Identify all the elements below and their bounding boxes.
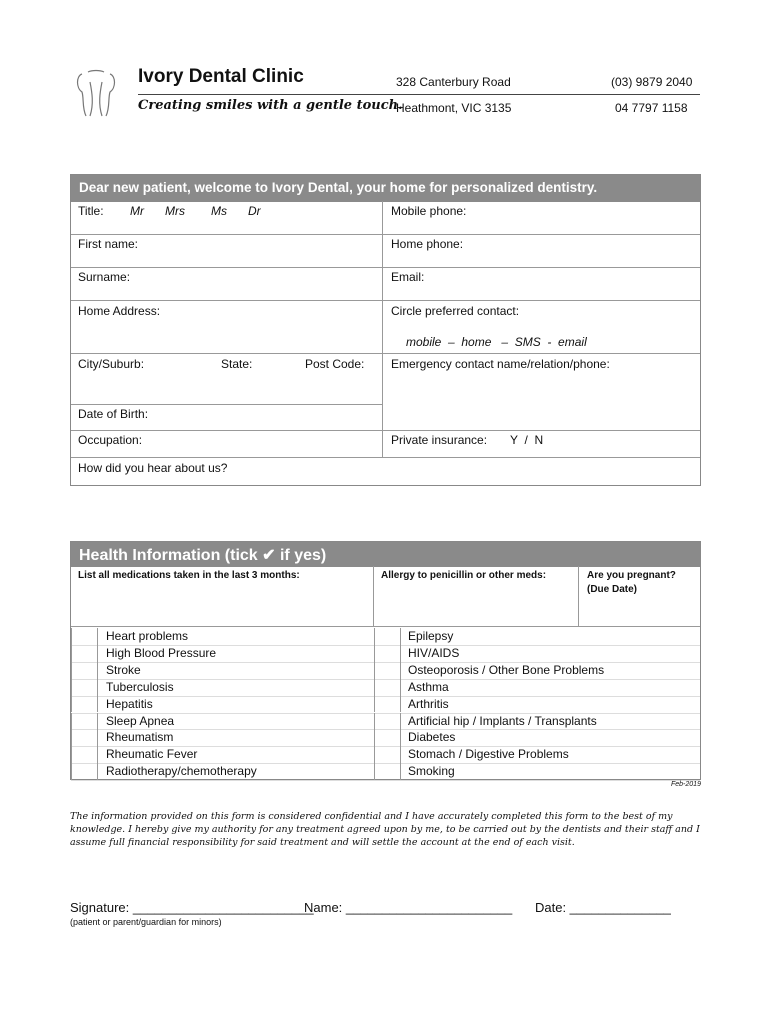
condition-label: HIV/AIDS [408, 645, 460, 660]
condition-label: High Blood Pressure [106, 645, 217, 660]
condition-tick-box[interactable] [71, 662, 98, 679]
condition-label: Heart problems [106, 629, 189, 643]
address-line-2: Heathmont, VIC 3135 [396, 101, 512, 115]
dob-field[interactable]: Date of Birth: [78, 407, 149, 421]
condition-label: Osteoporosis / Other Bone Problems [408, 662, 605, 677]
allergy-field[interactable]: Allergy to penicillin or other meds: [381, 570, 547, 581]
condition-tick-box[interactable] [374, 679, 401, 696]
condition-label: Diabetes [408, 730, 456, 745]
pregnant-field[interactable]: Are you pregnant? [587, 570, 676, 581]
patient-welcome-banner: Dear new patient, welcome to Ivory Dental, your home for personalized dentistry. [71, 175, 700, 202]
row-divider [71, 353, 700, 354]
first-name-field[interactable]: First name: [78, 237, 139, 251]
row-divider [71, 626, 700, 627]
condition-tick-box[interactable] [71, 713, 98, 730]
patient-details-section [70, 174, 701, 486]
condition-label: Epilepsy [408, 629, 454, 643]
condition-label: Stroke [106, 662, 141, 677]
address-line-1: 328 Canterbury Road [396, 75, 511, 89]
condition-label: Artificial hip / Implants / Transplants [408, 713, 597, 728]
condition-label: Asthma [408, 679, 449, 694]
condition-tick-box[interactable] [71, 645, 98, 662]
condition-label: Stomach / Digestive Problems [408, 747, 569, 762]
condition-label: Radiotherapy/chemotherapy [106, 764, 257, 779]
column-divider [382, 201, 383, 458]
clinic-name: Ivory Dental Clinic [138, 66, 304, 87]
condition-tick-box[interactable] [71, 746, 98, 763]
phone-1: (03) 9879 2040 [611, 75, 693, 89]
condition-tick-box[interactable] [71, 679, 98, 696]
occupation-field[interactable]: Occupation: [78, 433, 143, 447]
condition-label: Rheumatism [106, 730, 174, 745]
preferred-contact-label: Circle preferred contact: [391, 304, 520, 318]
due-date-label: (Due Date) [587, 584, 638, 595]
health-banner: Health Information (tick ✔ if yes) [71, 542, 700, 567]
condition-tick-box[interactable] [374, 662, 401, 679]
condition-label: Sleep Apnea [106, 713, 175, 728]
postcode-field[interactable]: Post Code: [305, 357, 365, 371]
phone-2: 04 7797 1158 [615, 101, 688, 115]
row-divider [71, 234, 700, 235]
home-address-field[interactable]: Home Address: [78, 304, 161, 318]
mobile-phone-field[interactable]: Mobile phone: [391, 204, 467, 218]
title-option-ms[interactable]: Ms [211, 204, 227, 218]
condition-tick-box[interactable] [374, 763, 401, 780]
header-divider [138, 94, 700, 95]
clinic-tagline: Creating smiles with a gentle touch. [138, 98, 403, 113]
column-divider [373, 566, 374, 627]
date-field[interactable]: Date: ______________ [535, 900, 671, 915]
condition-tick-box[interactable] [71, 763, 98, 780]
state-field[interactable]: State: [221, 357, 253, 371]
row-divider [71, 430, 700, 431]
name-field[interactable]: Name: _______________________ [304, 900, 513, 915]
condition-tick-box[interactable] [374, 645, 401, 662]
title-option-dr[interactable]: Dr [248, 204, 261, 218]
condition-tick-box[interactable] [71, 696, 98, 713]
condition-label: Hepatitis [106, 696, 153, 711]
condition-label: Rheumatic Fever [106, 747, 198, 762]
elephant-tooth-icon [74, 68, 118, 120]
hear-about-field[interactable]: How did you hear about us? [78, 461, 228, 475]
condition-tick-box[interactable] [374, 746, 401, 763]
row-divider [71, 780, 700, 781]
private-insurance-label: Private insurance: [391, 433, 488, 447]
title-option-mrs[interactable]: Mrs [165, 204, 185, 218]
title-option-mr[interactable]: Mr [130, 204, 144, 218]
title-label: Title: [78, 204, 104, 218]
row-divider [71, 267, 700, 268]
email-field[interactable]: Email: [391, 270, 425, 284]
preferred-contact-options[interactable]: mobile – home – SMS - email [406, 335, 587, 349]
condition-tick-box[interactable] [71, 628, 98, 645]
signature-field[interactable]: Signature: _________________________ [70, 900, 314, 915]
home-phone-field[interactable]: Home phone: [391, 237, 464, 251]
condition-tick-box[interactable] [374, 729, 401, 746]
condition-label: Smoking [408, 764, 455, 779]
condition-tick-box[interactable] [374, 713, 401, 730]
condition-label: Arthritis [408, 696, 449, 711]
emergency-contact-field[interactable]: Emergency contact name/relation/phone: [391, 357, 610, 371]
city-field[interactable]: City/Suburb: [78, 357, 145, 371]
row-divider [71, 457, 700, 458]
form-version: Feb-2019 [671, 781, 701, 788]
column-divider [578, 566, 579, 627]
consent-statement: The information provided on this form is considered confidential and I have accurately completed this form to the best of my knowledge. I hereby give my authority for any treatment agreed upon by me, to be carried out by the dentists and their staff and I assume full financial responsibility for said treatment and will settle the account at the end of each visit. [70, 811, 700, 848]
condition-tick-box[interactable] [71, 729, 98, 746]
surname-field[interactable]: Surname: [78, 270, 131, 284]
condition-tick-box[interactable] [374, 696, 401, 713]
row-divider [71, 404, 382, 405]
signature-note: (patient or parent/guardian for minors) [70, 917, 222, 927]
medications-field[interactable]: List all medications taken in the last 3 months: [78, 570, 300, 581]
row-divider [71, 300, 700, 301]
condition-label: Tuberculosis [106, 679, 174, 694]
insurance-options[interactable]: Y / N [510, 433, 544, 447]
condition-tick-box[interactable] [374, 628, 401, 645]
